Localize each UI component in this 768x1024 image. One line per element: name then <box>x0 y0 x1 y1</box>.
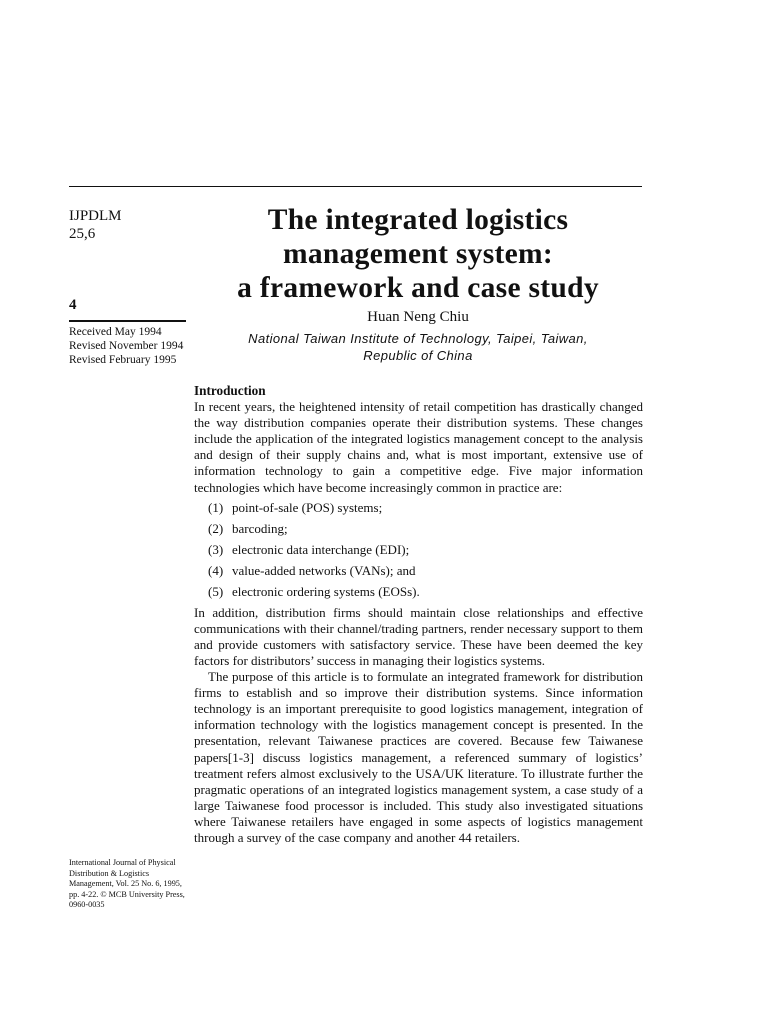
affiliation-line: National Taiwan Institute of Technology, Taipei, Taiwan, <box>248 331 588 346</box>
page-number: 4 <box>69 297 77 313</box>
affiliation-line: Republic of China <box>363 348 473 363</box>
list-number: (1) <box>208 499 224 515</box>
received-date: Received May 1994 <box>69 326 162 338</box>
section-heading: Introduction <box>194 383 266 398</box>
list-text: barcoding; <box>232 520 288 536</box>
paragraph-3: The purpose of this article is to formulate an integrated framework for distribution firms to establish and so improve their distribution systems. Since information technology is an important prerequisite to good logistics management, integration of information technology with the logistics management concept is presented. In the presentation, relevant Taiwanese practices are covered. Because few Taiwanese papers[1-3] discuss logistics management, a referenced summary of logistics’ treatment refers almost exclusively to the USA/UK literature. To illustrate further the pragmatic operations of an integrated logistics management system, a case study of a large Taiwanese food processor is included. This study also investigated situations where Taiwanese retailers have engaged in some aspects of logistics management through a survey of the case company and another 44 retailers. <box>194 669 643 845</box>
header-rule <box>69 186 642 187</box>
intro-paragraph: In recent years, the heightened intensity of retail competition has drastically changed the way distribution companies operate their distribution systems. These changes include the application of the integrated logistics management concept to the analysis and design of their supply chains and, what is most important, extensive use of information technology to gain a competitive edge. Five major information technologies which have become increasingly common in practice are: <box>194 399 643 495</box>
received-dates <box>69 325 183 367</box>
list-item <box>208 500 643 516</box>
journal-citation <box>69 858 189 911</box>
list-number: (5) <box>208 583 224 599</box>
article-title <box>194 203 642 305</box>
affiliation <box>194 330 642 364</box>
list-number: (3) <box>208 541 224 557</box>
title-line: management system: <box>282 238 554 270</box>
title-line: a framework and case study <box>237 272 599 304</box>
technology-list <box>208 500 643 600</box>
citation-line: Distribution & Logistics <box>69 868 150 878</box>
citation-line: International Journal of Physical <box>69 858 176 867</box>
list-text: value-added networks (VANs); and <box>232 562 416 578</box>
journal-block <box>69 207 187 243</box>
citation-line: Management, Vol. 25 No. 6, 1995, <box>69 879 182 888</box>
list-number: (4) <box>208 562 224 578</box>
paragraph-2: In addition, distribution firms should maintain close relationships and effective communications with their channel/trading partners, render necessary support to them and provide customers with satisfactory service. These have been deemed the key factors for distributors’ success in managing their logistics systems. <box>194 604 643 668</box>
journal-code: IJPDLM <box>69 208 122 224</box>
list-text: point-of-sale (POS) systems; <box>232 499 383 515</box>
revised-date-2: Revised February 1995 <box>69 354 177 366</box>
list-text: electronic ordering systems (EOSs). <box>232 583 420 599</box>
volume-issue: 25,6 <box>69 226 96 242</box>
sidebar-rule <box>69 320 186 322</box>
citation-line: pp. 4-22. © MCB University Press, <box>69 889 185 899</box>
list-text: electronic data interchange (EDI); <box>232 541 410 557</box>
revised-date-1: Revised November 1994 <box>69 340 184 352</box>
list-item <box>208 563 643 579</box>
list-item <box>208 521 643 537</box>
title-line: The integrated logistics <box>267 204 569 236</box>
citation-line: 0960-0035 <box>69 900 105 909</box>
list-item <box>208 584 643 600</box>
author-name: Huan Neng Chiu <box>367 309 469 325</box>
list-item <box>208 542 643 558</box>
list-number: (2) <box>208 520 224 536</box>
article-body <box>194 383 643 846</box>
